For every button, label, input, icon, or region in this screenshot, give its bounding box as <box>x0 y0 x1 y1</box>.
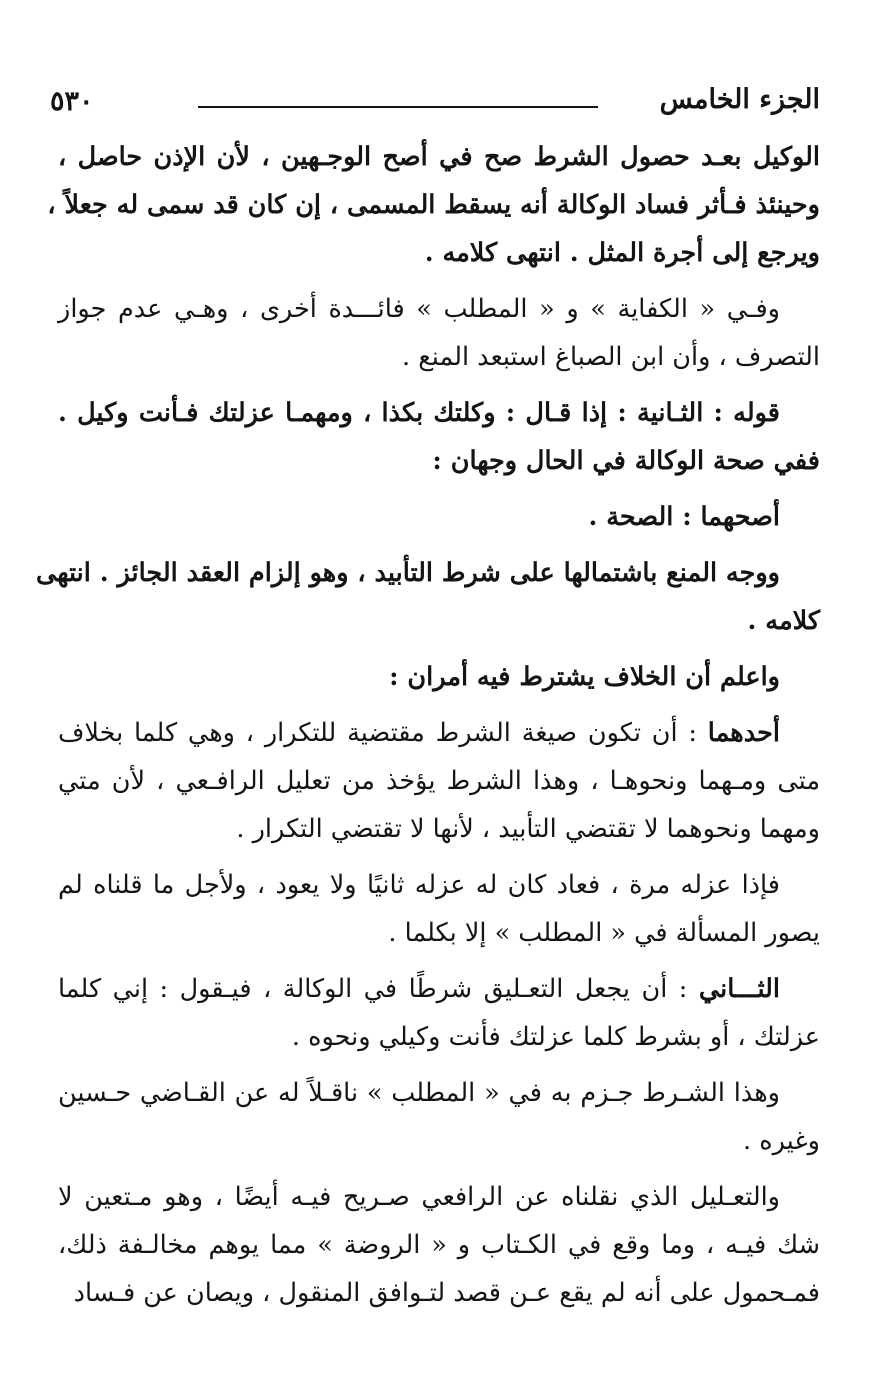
paragraph <box>58 861 820 957</box>
text-line <box>58 333 820 381</box>
text-line <box>58 1069 820 1117</box>
line-text: الوكيل بعـد حصول الشرط صح في أصح الوجـهين ، لأن الإذن حاصل ، <box>58 142 820 172</box>
line-text: ومهما ونحوهما لا تقتضي التأبيد ، لأنها لا تقتضي التكرار . <box>236 814 820 844</box>
paragraph <box>58 709 820 853</box>
text-line <box>58 861 820 909</box>
line-text: شك فيـه ، وما وقع في الكـتاب و « الروضة » مما يوهم مخالـفة ذلك، <box>58 1230 820 1260</box>
line-text: متى ومـهما ونحوهـا ، وهذا الشرط يؤخذ من تعليل الرافـعي ، لأن متي <box>58 766 820 796</box>
line-text: قوله : الثـانية : إذا قـال : وكلتك بكذا ، ومهمـا عزلتك فـأنت وكيل . <box>58 398 780 428</box>
page-number: ٥٣٠ <box>50 86 94 117</box>
text-line <box>58 597 820 645</box>
line-text: وفـي « الكفاية » و « المطلب » فائـــدة أخرى ، وهـي عدم جواز <box>58 294 780 324</box>
text-line <box>58 493 820 541</box>
page-body <box>35 133 820 1325</box>
text-line <box>58 285 820 333</box>
paragraph <box>58 653 820 701</box>
line-text: وهذا الشـرط جـزم به في « المطلب » ناقـلاً له عن القـاضي حـسين <box>58 1078 780 1108</box>
line-text: عزلتك ، أو بشرط كلما عزلتك فأنت وكيلي ونحوه . <box>291 1022 820 1052</box>
line-text: التصرف ، وأن ابن الصباغ استبعد المنع . <box>402 342 820 372</box>
text-line <box>58 653 820 701</box>
text-line <box>58 757 820 805</box>
line-text: والتعـليل الذي نقلناه عن الرافعي صـريح فيـه أيضًا ، وهو مـتعين لا <box>58 1182 780 1212</box>
header-rule <box>198 106 598 108</box>
text-line <box>58 965 820 1013</box>
text-line <box>58 437 820 485</box>
text-line <box>58 1173 820 1221</box>
line-text: وغيره . <box>743 1126 820 1156</box>
text-line <box>58 1117 820 1165</box>
line-text: أصحهما : الصحة . <box>588 502 780 532</box>
text-line <box>58 389 820 437</box>
paragraph <box>58 1069 820 1165</box>
paragraph <box>58 389 820 485</box>
paragraph <box>58 1173 820 1317</box>
running-title: الجزء الخامس <box>659 84 820 115</box>
line-text: فمـحمول على أنه لم يقع عـن قصد لتـوافق المنقول ، ويصان عن فـساد <box>73 1278 820 1308</box>
lead-term: أحدهما <box>707 718 780 748</box>
text-line <box>58 1013 820 1061</box>
text-line <box>58 1221 820 1269</box>
text-line <box>58 709 820 757</box>
line-text: فإذا عزله مرة ، فعاد كان له عزله ثانيًا ولا يعود ، ولأجل ما قلناه لم <box>58 870 780 900</box>
paragraph <box>58 285 820 381</box>
text-line <box>58 805 820 853</box>
text-line <box>47 181 820 229</box>
line-text: كلامه . <box>747 606 820 636</box>
line-text: : أن يجعل التعـليق شرطًا في الوكالة ، فيـقول : إني كلما <box>58 974 699 1004</box>
text-line <box>35 549 820 597</box>
paragraph <box>47 133 820 277</box>
paragraph <box>35 549 820 645</box>
paragraph <box>58 965 820 1061</box>
paragraph <box>58 493 820 541</box>
line-text: واعلم أن الخلاف يشترط فيه أمران : <box>389 662 780 692</box>
lead-term: الثـــاني <box>698 974 780 1004</box>
line-text: ففي صحة الوكالة في الحال وجهان : <box>432 446 820 476</box>
text-line <box>58 1269 820 1317</box>
line-text: يصور المسألة في « المطلب » إلا بكلما . <box>388 918 820 948</box>
line-text: ويرجع إلى أجرة المثل . انتهى كلامه . <box>424 238 820 268</box>
text-line <box>58 133 820 181</box>
line-text: : أن تكون صيغة الشرط مقتضية للتكرار ، وهي كلما بخلاف <box>58 718 708 748</box>
page-header <box>50 84 820 124</box>
text-line <box>58 909 820 957</box>
line-text: ووجه المنع باشتمالها على شرط التأبيد ، وهو إلزام العقد الجائز . انتهى <box>35 558 780 588</box>
line-text: وحينئذ فـأثر فساد الوكالة أنه يسقط المسمى ، إن كان قد سمى له جعلاً ، <box>47 190 820 220</box>
text-line <box>58 229 820 277</box>
